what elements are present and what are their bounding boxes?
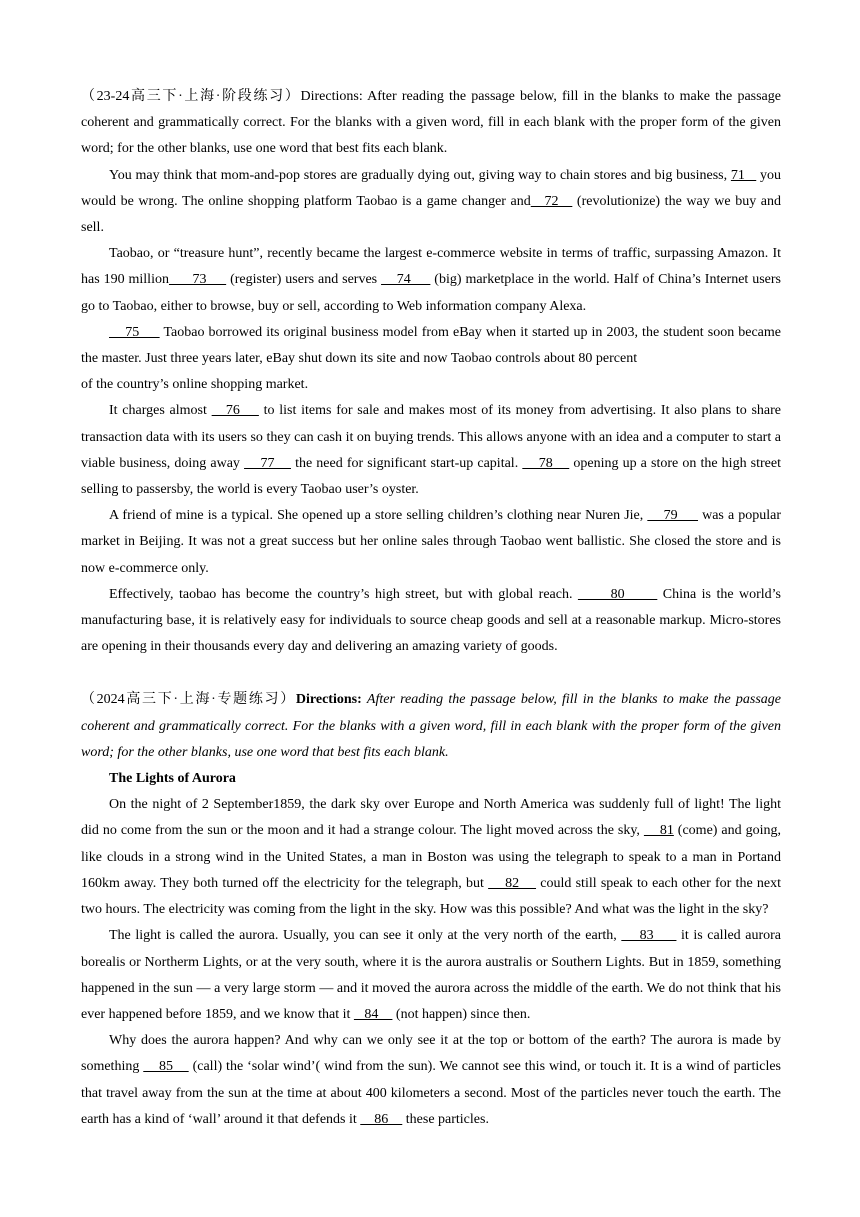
text: You may think that mom-and-pop stores are gradually dying out, giving way to chain stores and big business, bbox=[109, 167, 731, 183]
text: these particles. bbox=[402, 1111, 489, 1127]
blank-72[interactable]: 72 bbox=[530, 193, 573, 209]
section2-directions bbox=[81, 687, 781, 766]
blank-77[interactable]: 77 bbox=[244, 455, 291, 471]
blank-75[interactable]: 75 bbox=[109, 324, 160, 340]
text: (big) marketplace in the world. Half of China’s Internet users go to Taobao, either to browse, buy or sell, according to Web information company Alexa. bbox=[81, 272, 782, 314]
text: you would be wrong. The online shopping platform Taobao is a game changer and bbox=[81, 167, 782, 209]
section2-directions-label: Directions: bbox=[295, 692, 367, 708]
blank-86[interactable]: 86 bbox=[360, 1111, 403, 1127]
section2-paragraph-1 bbox=[81, 792, 781, 923]
blank-80[interactable]: 80 bbox=[577, 586, 658, 602]
passage-title: The Lights of Aurora bbox=[109, 771, 236, 787]
document-page bbox=[81, 84, 781, 1133]
section1-paragraph-4 bbox=[81, 398, 781, 503]
section2-directions-text: After reading the passage below, fill in the blanks to make the passage coherent and grammatically correct. For the blanks with a given word, fill in each blank with the proper form of the given word; for the other blanks, use one word that best fits each blank. bbox=[81, 692, 782, 760]
text: of the country’s online shopping market. bbox=[81, 377, 309, 393]
section1-directions-text: Directions: After reading the passage below, fill in the blanks to make the passage coherent and grammatically correct. For the blanks with a given word, fill in each blank with the proper form of the given word; for the other blanks, use one word that best fits each blank. bbox=[81, 89, 781, 157]
text: the need for significant start-up capital. bbox=[290, 455, 523, 471]
section1-paragraph-3 bbox=[81, 320, 781, 372]
section2-paragraph-3 bbox=[81, 1028, 781, 1133]
text: The light is called the aurora. Usually, you can see it only at the very north of the earth, bbox=[109, 928, 622, 944]
text: was a popular market in Beijing. It was not a great success but her online sales through Taobao went ballistic. She closed the store and is now e-commerce only. bbox=[81, 508, 781, 576]
section2-paragraph-2 bbox=[81, 923, 781, 1028]
text: could still speak to each other for the next two hours. The electricity was coming from the light in the sky. How was this possible? And what was the light in the sky? bbox=[81, 875, 781, 918]
blank-85[interactable]: 85 bbox=[143, 1059, 189, 1075]
section1-paragraph-5 bbox=[81, 503, 781, 582]
text: A friend of mine is a typical. She opened up a store selling children’s clothing near Nuren Jie, bbox=[109, 508, 648, 524]
section1-paragraph-3-cont bbox=[81, 372, 781, 398]
blank-84[interactable]: 84 bbox=[353, 1006, 393, 1022]
text: On the night of 2 September1859, the dark sky over Europe and North America was suddenly full of light! The light did no come from the sun or the moon and it had a strange colour. The light moved across the sky, bbox=[81, 797, 781, 839]
blank-73[interactable]: 73 bbox=[168, 272, 227, 288]
text: (register) users and serves bbox=[226, 272, 382, 288]
section1-source: （23-24高三下·上海·阶段练习） bbox=[81, 89, 301, 104]
blank-78[interactable]: 78 bbox=[522, 455, 570, 471]
section-divider bbox=[81, 660, 781, 687]
section2-source: （2024高三下·上海·专题练习） bbox=[81, 692, 296, 708]
text: Effectively, taobao has become the country’s high street, but with global reach. bbox=[109, 586, 578, 602]
section1-directions bbox=[81, 84, 781, 163]
text: (call) the ‘solar wind’( wind from the sun). We cannot see this wind, or touch it. It is a wind of particles that travel away from the sun at the time at about 400 kilometers a second. Most of the particles never touch the earth. The earth has a kind of ‘wall’ around it that defends it bbox=[81, 1059, 781, 1127]
blank-82[interactable]: 82 bbox=[488, 875, 537, 891]
blank-71[interactable]: 71 bbox=[730, 167, 757, 183]
text: opening up a store on the high street selling to passersby, the world is every Taobao user’s oyster. bbox=[81, 455, 781, 498]
text: China is the world’s manufacturing base, it is relatively easy for individuals to source cheap goods and sell at a reasonable markup. Micro-stores are opening in their thousands every day and delivering an amazing variety of goods. bbox=[81, 586, 781, 655]
text: it is called aurora borealis or Northerm Lights, or at the very south, where it is the aurora australis or Southern Lights. But in 1859, something happened in the sun — a very large storm — and it moved the aurora across the middle of the earth. We do not think that his ever happened before 1859, and we know that it bbox=[81, 928, 781, 1022]
blank-83[interactable]: 83 bbox=[621, 928, 677, 944]
text: Why does the aurora happen? And why can we only see it at the top or bottom of the earth? The aurora is made by something bbox=[81, 1033, 781, 1075]
text: Taobao, or “treasure hunt”, recently became the largest e-commerce website in terms of traffic, surpassing Amazon. It has 190 million bbox=[81, 246, 781, 288]
text: to list items for sale and makes most of its money from advertising. It also plans to share transaction data with its users so they can cash it on buying trends. This allows anyone with an idea and a computer to start a viable business, doing away bbox=[81, 403, 782, 471]
blank-81[interactable]: 81 bbox=[643, 823, 674, 839]
blank-79[interactable]: 79 bbox=[647, 508, 699, 524]
text: (not happen) since then. bbox=[392, 1006, 531, 1022]
blank-76[interactable]: 76 bbox=[211, 403, 259, 419]
text: (come) and going, like clouds in a strong wind in the United States, a man in Boston was using the telegraph to speak to a man in Portand 160km away. They both turned off the electricity for the telegraph, but bbox=[81, 823, 782, 891]
section1-paragraph-1 bbox=[81, 163, 781, 242]
section1-paragraph-2 bbox=[81, 241, 781, 320]
text: Taobao borrowed its original business model from eBay when it started up in 2003, the student soon became the master. Just three years later, eBay shut down its site and now Taobao controls about 80 percent bbox=[81, 324, 782, 367]
text: (revolutionize) the way we buy and sell. bbox=[81, 193, 782, 236]
text: It charges almost bbox=[109, 403, 212, 419]
blank-74[interactable]: 74 bbox=[381, 272, 431, 288]
section1-paragraph-6 bbox=[81, 582, 781, 661]
